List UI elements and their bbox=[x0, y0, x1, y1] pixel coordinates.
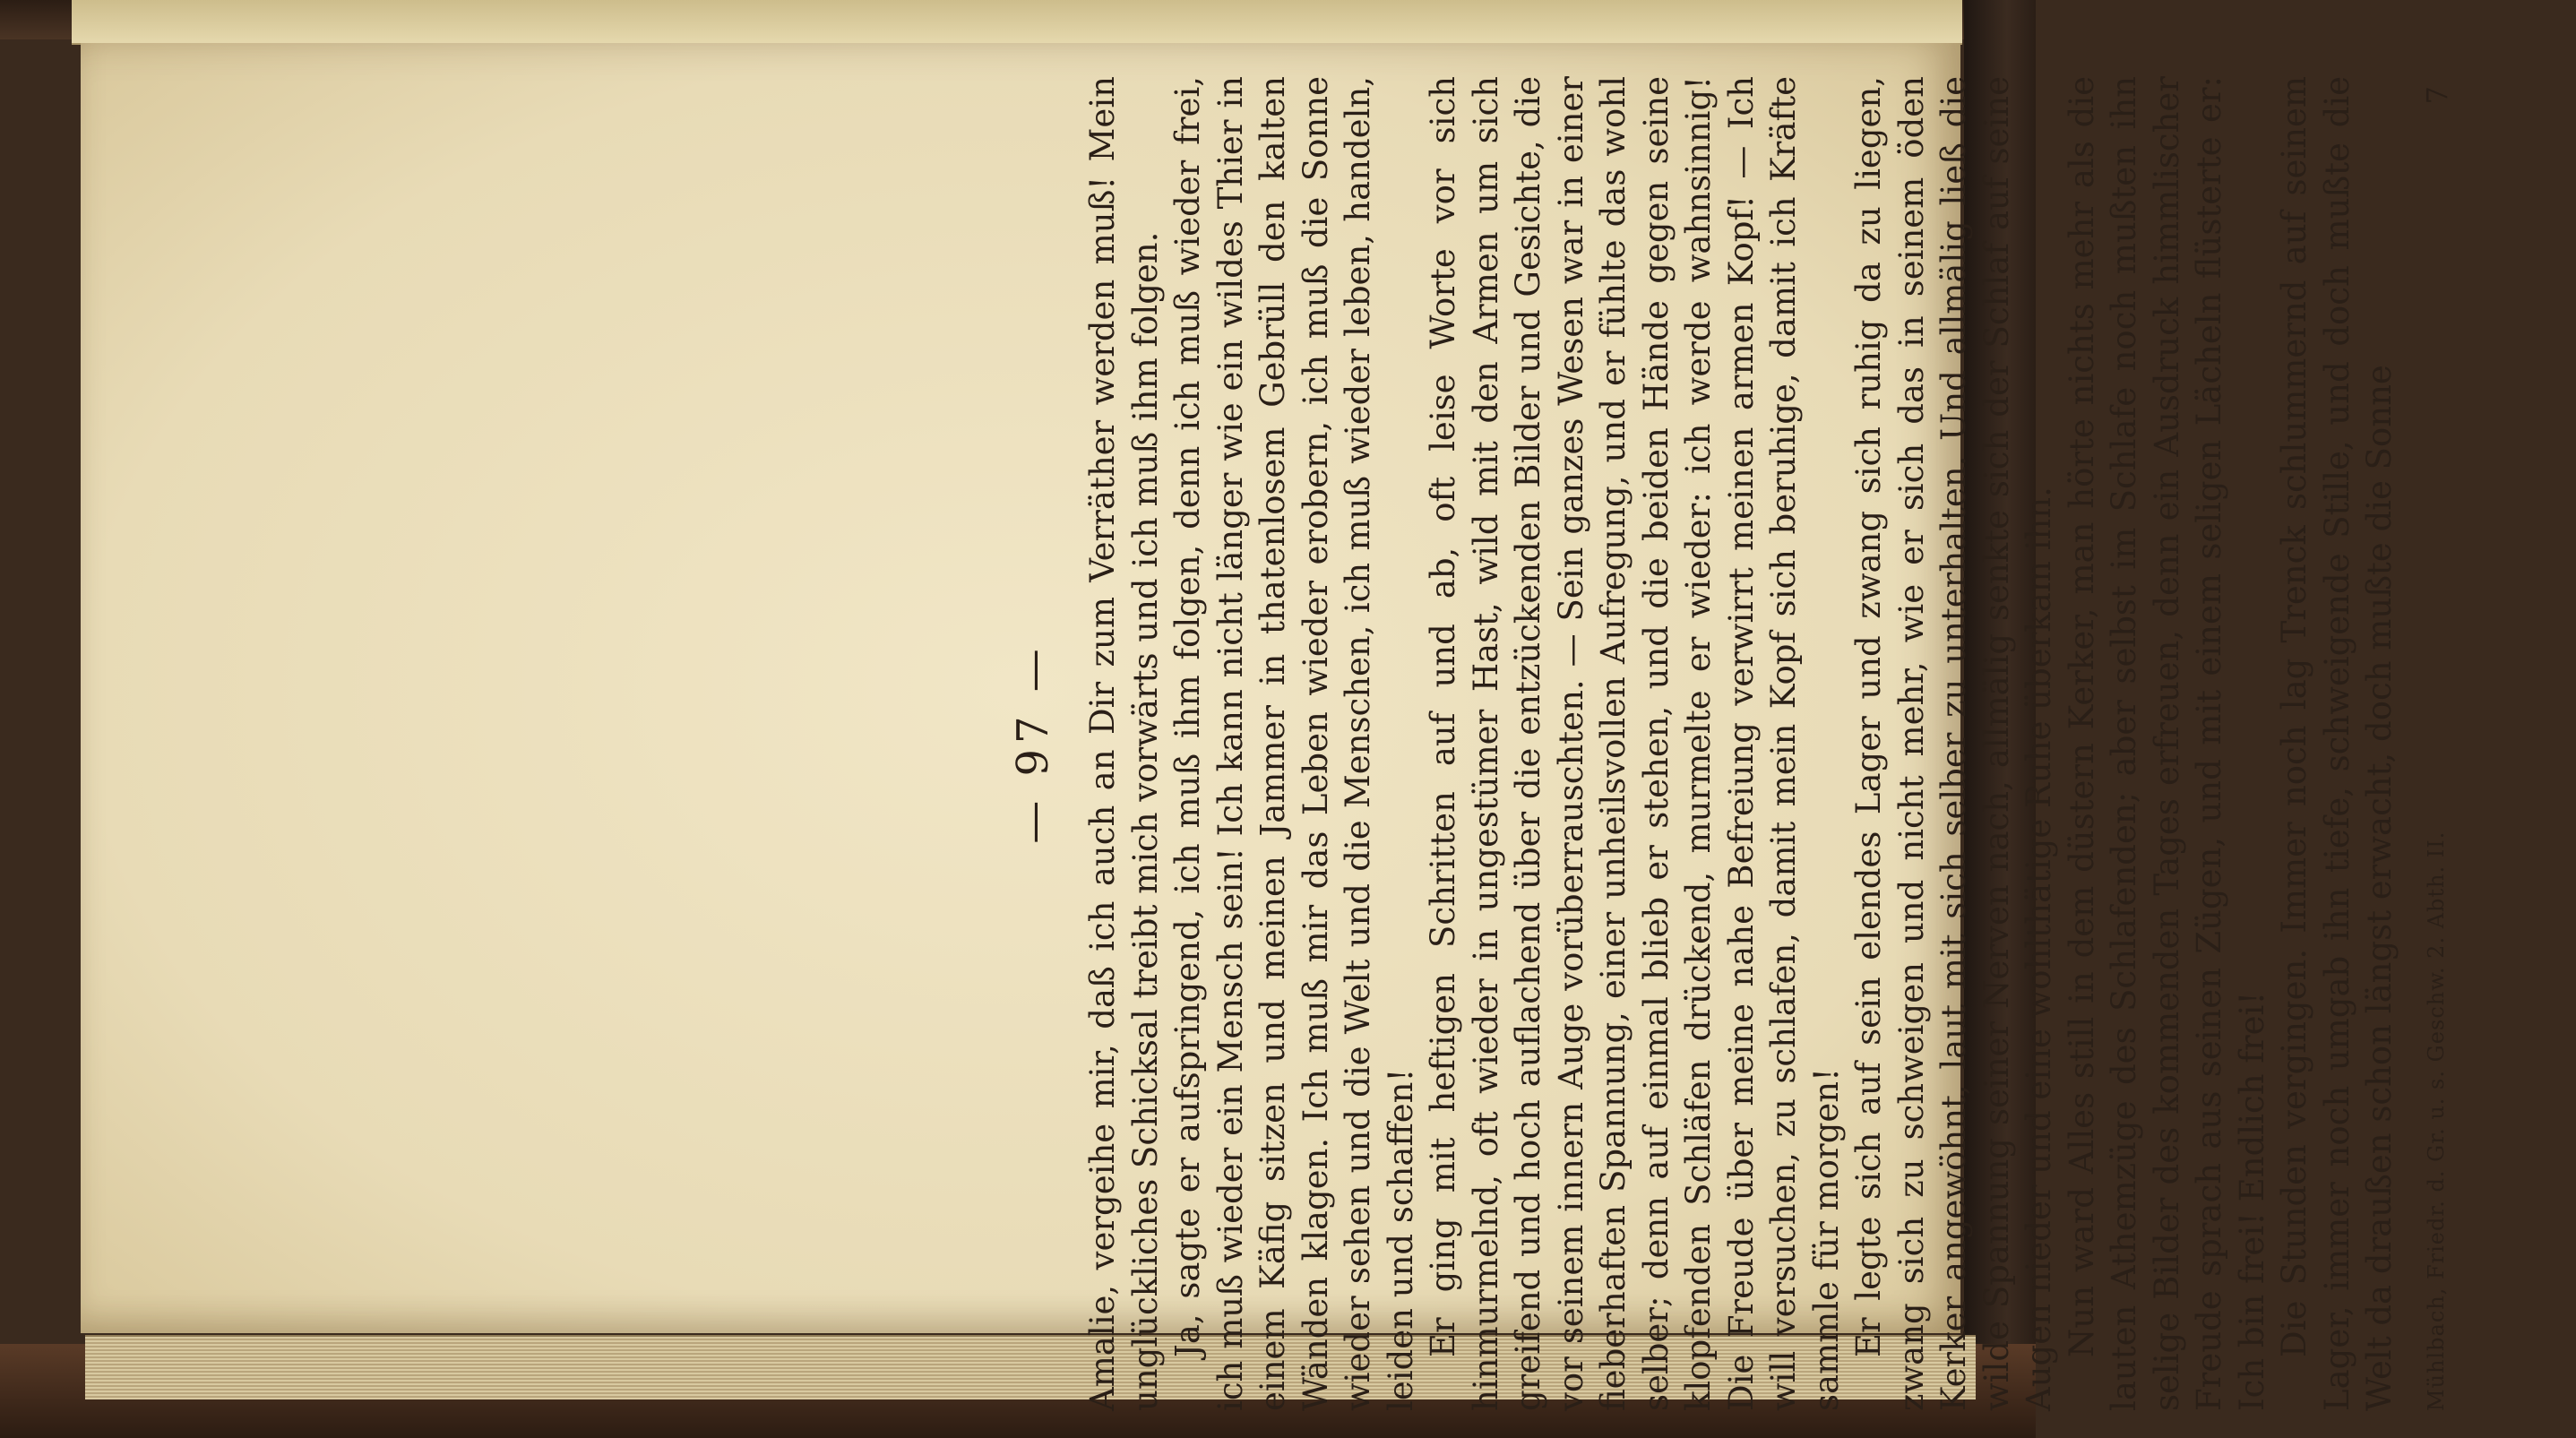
paragraph-5: Nun ward Alles still in dem düstern Kerker, man hörte nichts mehr als die lauten Athemzüge des Schlafenden; aber selbst im Schlafe noch mußten ihn selige Bilder des kommenden Tages erfreuen, denn ein Ausdruck himmlischer Freude sprach aus seinen Zügen, und mit einem seligen Lächeln flüsterte er: Ich bin frei! Endlich frei! bbox=[2062, 76, 2271, 1411]
page-footer bbox=[2420, 76, 2454, 1411]
paragraph-3: Er ging mit heftigen Schritten auf und ab, oft leise Worte vor sich hinmurmelnd, oft wieder in ungestümer Hast, wild mit den Armen um sich greifend und hoch auflachend über die entzückenden Bilder und Gesichte, die vor seinem innern Auge vorüberrauschten. — Sein ganzes Wesen war in einer fieberhaften Spannung, einer unheilsvollen Aufregung, und er fühlte das wohl selber; denn auf einmal blieb er stehen, und die beiden Hände gegen seine klopfenden Schläfen drückend, murmelte er wieder: ich werde wahnsinnig! Die Freude über meine nahe Befreiung verwirrt meinen armen Kopf! — Ich will versuchen, zu schlafen, damit mein Kopf sich beruhige, damit ich Kräfte sammle für morgen! bbox=[1424, 76, 1846, 1411]
text-block-content bbox=[1008, 76, 2576, 1411]
paragraph-4: Er legte sich auf sein elendes Lager und zwang sich ruhig da zu liegen, zwang sich zu schweigen und nicht mehr, wie er sich das in seinem öden Kerker angewöhnt, laut mit sich selber zu unterhalten. Und allmälig ließ die wilde Spannung seiner Nerven nach, allmälig senkte sich der Schlaf auf seine Augen nieder und eine wohlthätige Ruhe überkam ihn. bbox=[1849, 76, 2058, 1411]
page-number-header: — 97 — bbox=[1008, 643, 1058, 844]
previous-page-edge bbox=[72, 0, 1962, 45]
paragraph-1: Amalie, vergeihe mir, daß ich auch an Dir zum Verräther werden muß! Mein unglückliches Schicksal treibt mich vorwärts und ich muß ihm folgen. bbox=[1083, 76, 1165, 1411]
footer-reference: Mühlbach, Friedr. d. Gr. u. s. Geschw. 2. Abth. II. bbox=[2424, 831, 2449, 1411]
paragraph-2: Ja, sagte er aufspringend, ich muß ihm folgen, denn ich muß wieder frei, ich muß wieder ein Mensch sein! Ich kann nicht länger wie ein wildes Thier in einem Käfig sitzen und meinen Jammer in thatenlosem Gebrüll den kalten Wänden klagen. Ich muß mir das Leben wieder erobern, ich muß die Sonne wieder sehen und die Welt und die Menschen, ich muß wieder leben, handeln, leiden und schaffen! bbox=[1168, 76, 1420, 1411]
signature-mark: 7 bbox=[2420, 85, 2454, 105]
paragraph-6: Die Stunden vergingen. Immer noch lag Trenck schlummernd auf seinem Lager, immer noch umgab ihn tiefe, schweigende Stille, und doch mußte die Welt da draußen schon längst erwacht, doch mußte die Sonne bbox=[2275, 76, 2399, 1411]
rotated-text-block bbox=[1008, 76, 2576, 1411]
